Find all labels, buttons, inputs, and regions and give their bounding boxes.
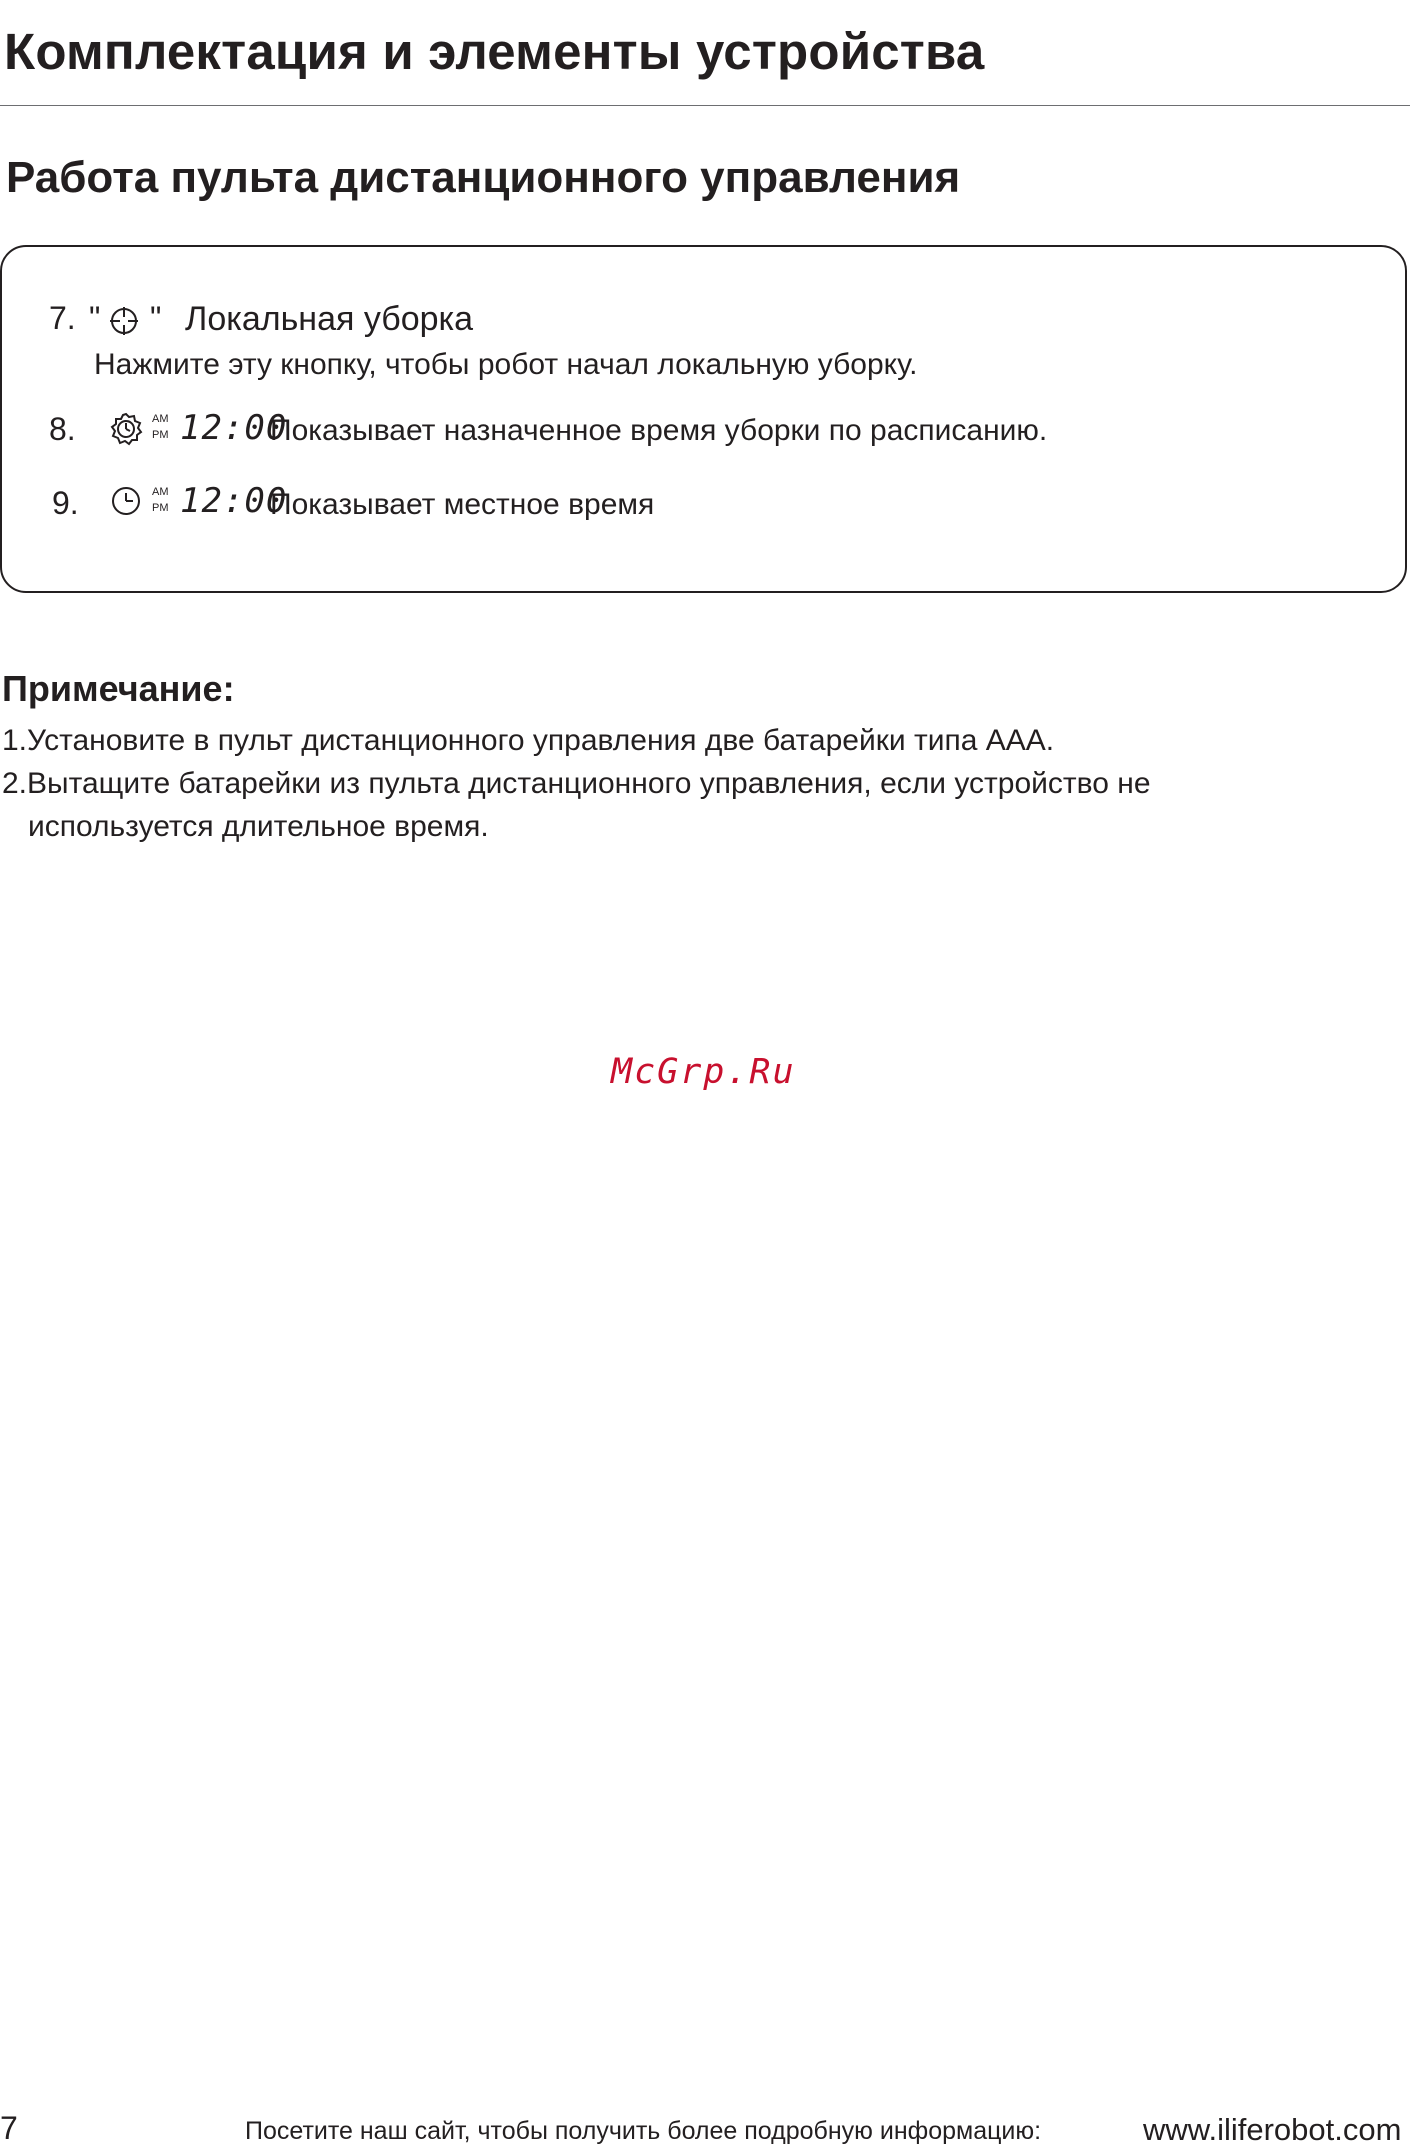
clock-icon: [110, 485, 142, 517]
page-number: 7: [0, 2110, 18, 2146]
item-7-number: 7.: [49, 300, 76, 336]
heading-divider: [0, 105, 1410, 106]
item-7-description: Нажмите эту кнопку, чтобы робот начал локальную уборку.: [94, 348, 918, 381]
item-8-am-label: AM: [152, 413, 169, 425]
item-8-am-pm: [152, 411, 169, 443]
note-item-1: 1.Установите в пульт дистанционного управления две батарейки типа AAA.: [2, 724, 1055, 757]
item-8-pm-label: PM: [152, 429, 169, 441]
item-9-description: Показывает местное время: [270, 488, 655, 521]
section-title: Работа пульта дистанционного управления: [6, 153, 961, 202]
item-9-time-display: 12:00: [180, 481, 288, 521]
item-8-time-display: 12:00: [180, 408, 288, 448]
page-heading: Комплектация и элементы устройства: [4, 23, 985, 80]
schedule-clock-icon: [108, 411, 144, 447]
item-7-quote-close: ": [150, 300, 162, 336]
item-8-number: 8.: [49, 411, 76, 447]
item-9-pm-label: PM: [152, 502, 169, 514]
item-7-title: Локальная уборка: [185, 300, 474, 338]
footer-website-link[interactable]: www.iliferobot.com: [1143, 2112, 1402, 2147]
item-9-am-label: AM: [152, 486, 169, 498]
item-8-description: Показывает назначенное время уборки по расписанию.: [270, 414, 1048, 447]
item-9-number: 9.: [52, 485, 79, 521]
note-item-2-continuation: используется длительное время.: [28, 810, 489, 843]
watermark: McGrp.Ru: [611, 1052, 796, 1092]
note-item-2: 2.Вытащите батарейки из пульта дистанционного управления, если устройство не: [2, 767, 1151, 800]
item-9-am-pm: [152, 484, 169, 516]
note-title: Примечание:: [2, 668, 235, 709]
footer-text: Посетите наш сайт, чтобы получить более подробную информацию:: [245, 2117, 1042, 2145]
item-7-quote-open: ": [89, 300, 101, 336]
spot-cleaning-crosshair-icon: [108, 305, 140, 337]
